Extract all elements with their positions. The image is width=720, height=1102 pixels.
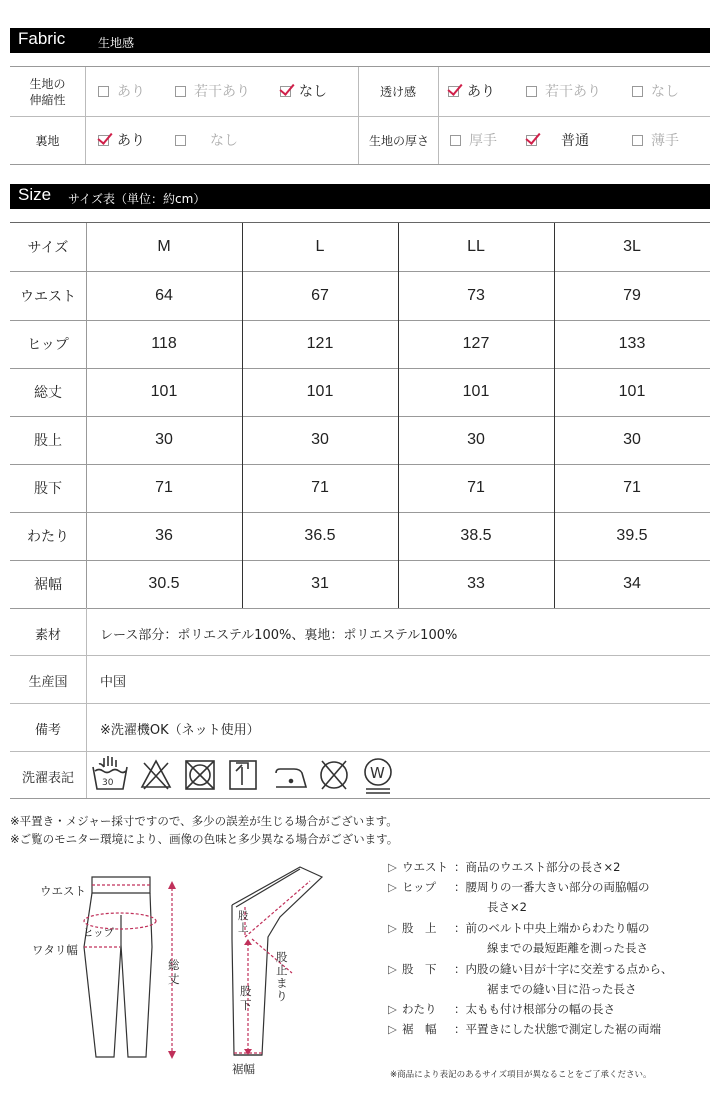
checkbox-icon	[175, 86, 186, 97]
diagram-rise-end-label: 股止まり	[276, 950, 288, 1003]
thickness-option-thick: 厚手	[450, 130, 497, 150]
legend-term: ウエスト	[402, 860, 448, 874]
sheer-option-slight: 若干あり	[526, 81, 601, 101]
size-row	[10, 271, 710, 320]
size-value: 101	[150, 383, 178, 400]
material-value: レース部分：ポリエステル100%、裏地：ポリエステル100%	[100, 628, 458, 643]
size-value: 30	[311, 431, 329, 448]
size-row	[10, 320, 710, 368]
size-name: 3L	[623, 238, 641, 255]
legend-item	[388, 920, 650, 936]
note-line: ※ご覧のモニター環境により、画像の色味と多少異なる場合がございます。	[10, 832, 399, 846]
legend-item	[388, 1021, 661, 1037]
size-value: 67	[311, 286, 329, 304]
size-value: 101	[306, 383, 334, 400]
svg-text:W: W	[370, 764, 385, 782]
size-value: 71	[311, 479, 329, 496]
size-row-label: 股上	[10, 416, 86, 464]
size-row	[10, 512, 710, 560]
no-bleach-icon	[142, 761, 170, 789]
size-title: Size	[18, 185, 52, 204]
svg-text:30: 30	[102, 778, 114, 788]
checkbox-icon	[632, 135, 643, 146]
diagram-thigh-label: ワタリ幅	[32, 943, 78, 957]
size-name: L	[315, 238, 325, 255]
fabric-subtitle: 生地感	[98, 36, 135, 50]
size-value: 30	[155, 431, 173, 448]
hand-wash-30-icon	[93, 756, 127, 789]
size-value: 31	[311, 575, 329, 592]
legend-desc: 平置きにした状態で測定した裾の両端	[465, 1022, 661, 1036]
lining-option-no: なし	[175, 130, 238, 150]
size-name: M	[157, 238, 171, 255]
stretch-label: 生地の 伸縮性	[29, 77, 66, 107]
legend-term: 裾 幅	[402, 1022, 437, 1036]
stretch-option-yes: あり	[98, 81, 145, 101]
material-label: 素材	[34, 628, 61, 643]
size-row-label: わたり	[10, 512, 86, 560]
size-row-label: 股下	[10, 464, 86, 512]
legend-desc: 前のベルト中央上端からわたり幅の	[465, 921, 650, 935]
legend-item	[388, 961, 673, 977]
sheer-option-none: なし	[632, 81, 679, 101]
legend-term: 股 上	[402, 921, 437, 935]
size-value: 30.5	[148, 575, 180, 592]
checkbox-icon	[450, 135, 461, 146]
size-value: 30	[467, 431, 485, 448]
size-row	[10, 560, 710, 608]
checkbox-icon	[632, 86, 643, 97]
size-row-label: 総丈	[10, 368, 86, 416]
sheer-option-yes: あり	[448, 81, 495, 101]
size-row	[10, 416, 710, 464]
legend-desc: 裾までの縫い目に沿った長さ	[487, 982, 637, 996]
thickness-label: 生地の厚さ	[368, 134, 429, 148]
thickness-option-thin: 薄手	[632, 130, 679, 150]
fabric-table	[10, 66, 710, 165]
diagram-rise-label: 股上	[238, 910, 249, 934]
legend-item	[388, 1001, 615, 1017]
size-value: 36	[155, 527, 173, 544]
size-value: 79	[623, 286, 641, 304]
legend-item	[388, 859, 620, 875]
diagram-waist-label: ウエスト	[40, 884, 86, 898]
legend-colon: ：	[454, 860, 466, 874]
size-value: 133	[618, 335, 646, 352]
size-value: 36.5	[304, 527, 336, 544]
iron-low-icon	[276, 769, 306, 787]
triangle-bullet-icon: ▷	[388, 880, 397, 894]
size-value: 71	[155, 479, 173, 496]
remarks-value: ※洗濯機OK（ネット使用）	[100, 723, 260, 738]
size-value: 34	[623, 575, 641, 592]
sheer-label: 透け感	[379, 85, 416, 99]
triangle-bullet-icon: ▷	[388, 1002, 397, 1016]
care-icons	[90, 755, 400, 797]
diagram-hem-label: 裾幅	[232, 1062, 255, 1076]
triangle-bullet-icon: ▷	[388, 860, 397, 874]
legend-term: ヒップ	[402, 880, 437, 894]
diagram-hip-label: ヒップ	[83, 927, 115, 939]
checked-checkbox-icon	[280, 86, 291, 97]
size-value: 71	[623, 479, 641, 496]
origin-label: 生産国	[28, 675, 68, 690]
size-value: 33	[467, 575, 485, 592]
size-value: 101	[462, 383, 490, 400]
diagram-inseam-label: 股下	[240, 984, 252, 1012]
legend-term: 股 下	[402, 962, 437, 976]
legend-term: わたり	[402, 1002, 437, 1016]
legend-item	[487, 981, 637, 997]
checkbox-icon	[526, 86, 537, 97]
triangle-bullet-icon: ▷	[388, 1022, 397, 1036]
size-value: 121	[306, 335, 334, 352]
checked-checkbox-icon	[448, 86, 459, 97]
legend-colon: ：	[454, 962, 466, 976]
care-label: 洗濯表記	[21, 771, 74, 786]
origin-value: 中国	[100, 675, 127, 690]
no-dry-clean-icon	[321, 761, 347, 789]
lining-option-yes: あり	[98, 130, 145, 150]
legend-colon: ：	[454, 921, 466, 935]
diagram-length-label: 総丈	[168, 958, 180, 986]
size-table	[10, 222, 710, 607]
checked-checkbox-icon	[526, 135, 537, 146]
checkbox-icon	[175, 135, 186, 146]
triangle-bullet-icon: ▷	[388, 962, 397, 976]
legend-item	[487, 940, 648, 956]
legend-colon: ：	[454, 880, 466, 894]
size-value: 39.5	[616, 527, 648, 544]
legend-item	[388, 879, 650, 895]
size-value: 127	[462, 335, 490, 352]
stretch-option-slight: 若干あり	[175, 81, 250, 101]
legend-desc: 商品のウエスト部分の長さ×2	[465, 860, 621, 874]
legend-colon: ：	[454, 1002, 466, 1016]
size-value: 64	[155, 286, 173, 304]
lining-label: 裏地	[35, 134, 60, 148]
legend-colon: ：	[454, 1022, 466, 1036]
legend-desc: 内股の縫い目が十字に交差する点から、	[465, 962, 673, 976]
triangle-bullet-icon: ▷	[388, 921, 397, 935]
legend-item	[487, 899, 527, 915]
note-line: ※平置き・メジャー採寸ですので、多少の誤差が生じる場合がございます。	[10, 814, 398, 828]
legend-desc: 腰周りの一番大きい部分の両脇幅の	[465, 880, 650, 894]
fabric-header	[10, 28, 710, 53]
thickness-option-normal: 普通	[526, 130, 589, 150]
trousers-front-illustration	[84, 877, 152, 1057]
size-row-label: ヒップ	[10, 320, 86, 368]
size-subtitle: サイズ表（単位：約cm）	[68, 192, 206, 206]
legend-desc: 太もも付け根部分の幅の長さ	[465, 1002, 615, 1016]
stretch-option-none: なし	[280, 81, 327, 101]
side-measure-lines	[234, 881, 310, 1053]
legend-note: ※商品により表記のあるサイズ項目が異なることをご了承ください。	[390, 1070, 652, 1080]
checkbox-icon	[98, 86, 109, 97]
size-row	[10, 368, 710, 416]
size-value: 71	[467, 479, 485, 496]
size-row	[10, 464, 710, 512]
size-value: 30	[623, 431, 641, 448]
checked-checkbox-icon	[98, 135, 109, 146]
size-header-label: サイズ	[10, 223, 86, 271]
size-header	[10, 184, 710, 209]
measure-lines	[84, 883, 172, 1057]
size-name: LL	[467, 238, 485, 255]
size-value: 118	[151, 335, 177, 352]
size-row-label: ウエスト	[10, 271, 86, 320]
legend-desc: 長さ×2	[487, 900, 527, 914]
size-row-label: 裾幅	[10, 560, 86, 608]
size-value: 73	[467, 286, 485, 304]
no-tumble-dry-icon	[186, 761, 214, 789]
line-dry-icon	[230, 761, 256, 789]
legend-desc: 線までの最短距離を測った長さ	[487, 941, 648, 955]
size-value: 101	[618, 383, 646, 400]
fabric-title: Fabric	[18, 29, 66, 48]
size-header-row	[10, 223, 710, 271]
wet-clean-icon	[365, 759, 391, 793]
size-value: 38.5	[460, 527, 492, 544]
remarks-label: 備考	[34, 723, 61, 738]
